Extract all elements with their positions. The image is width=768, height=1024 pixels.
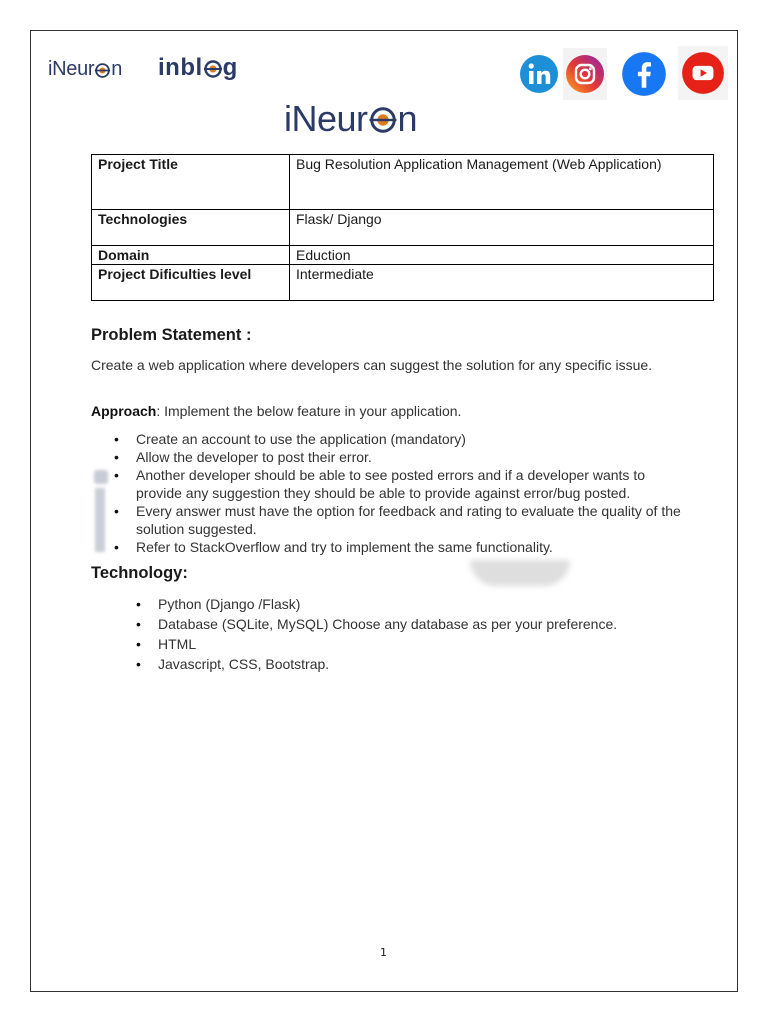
inblog-logo: inbl g	[158, 54, 238, 81]
facebook-icon[interactable]	[620, 48, 668, 100]
logo-o-icon	[203, 54, 223, 82]
logo-o-icon	[368, 98, 398, 140]
list-item: • Javascript, CSS, Bootstrap.	[134, 654, 617, 674]
instagram-icon[interactable]	[563, 48, 607, 100]
project-info-table	[91, 154, 714, 301]
table-value: Eduction	[290, 246, 714, 265]
approach-line	[91, 403, 461, 419]
table-label: Project Dificulties level	[92, 265, 290, 301]
youtube-icon[interactable]	[678, 46, 728, 100]
scan-artifact	[95, 488, 105, 552]
table-row	[92, 265, 714, 301]
list-item: • Another developer should be able to see posted errors and if a developer wants to provide any suggestion they should be able to provide against error/bug posted.	[112, 466, 682, 502]
table-row	[92, 155, 714, 210]
linkedin-icon[interactable]	[518, 48, 560, 100]
scan-artifact	[94, 470, 108, 484]
ineuron-logo-main: iNeur n	[284, 98, 418, 139]
page-number: 1	[380, 946, 387, 959]
table-row	[92, 210, 714, 246]
list-item: • HTML	[134, 634, 617, 654]
problem-statement-heading: Problem Statement :	[91, 326, 252, 344]
table-value: Intermediate	[290, 265, 714, 301]
table-row	[92, 246, 714, 265]
feature-list	[112, 430, 682, 556]
approach-text: : Implement the below feature in your application.	[156, 403, 462, 419]
ineuron-logo-small: iNeur n	[48, 58, 123, 80]
technology-list	[134, 594, 617, 674]
table-label: Technologies	[92, 210, 290, 246]
table-value: Bug Resolution Application Management (Web Application)	[290, 155, 714, 210]
table-label: Project Title	[92, 155, 290, 210]
table-label: Domain	[92, 246, 290, 265]
list-item: • Refer to StackOverflow and try to implement the same functionality.	[112, 538, 682, 556]
logo-o-icon	[94, 58, 111, 81]
list-item: • Create an account to use the application (mandatory)	[112, 430, 682, 448]
list-item: • Allow the developer to post their error.	[112, 448, 682, 466]
scan-artifact	[470, 560, 570, 586]
list-item: • Python (Django /Flask)	[134, 594, 617, 614]
list-item: • Database (SQLite, MySQL) Choose any database as per your preference.	[134, 614, 617, 634]
list-item: • Every answer must have the option for feedback and rating to evaluate the quality of the solution suggested.	[112, 502, 682, 538]
technology-heading: Technology:	[91, 564, 188, 582]
table-value: Flask/ Django	[290, 210, 714, 246]
approach-label: Approach	[91, 403, 157, 419]
problem-description: Create a web application where developers can suggest the solution for any specific issue.	[91, 357, 653, 373]
